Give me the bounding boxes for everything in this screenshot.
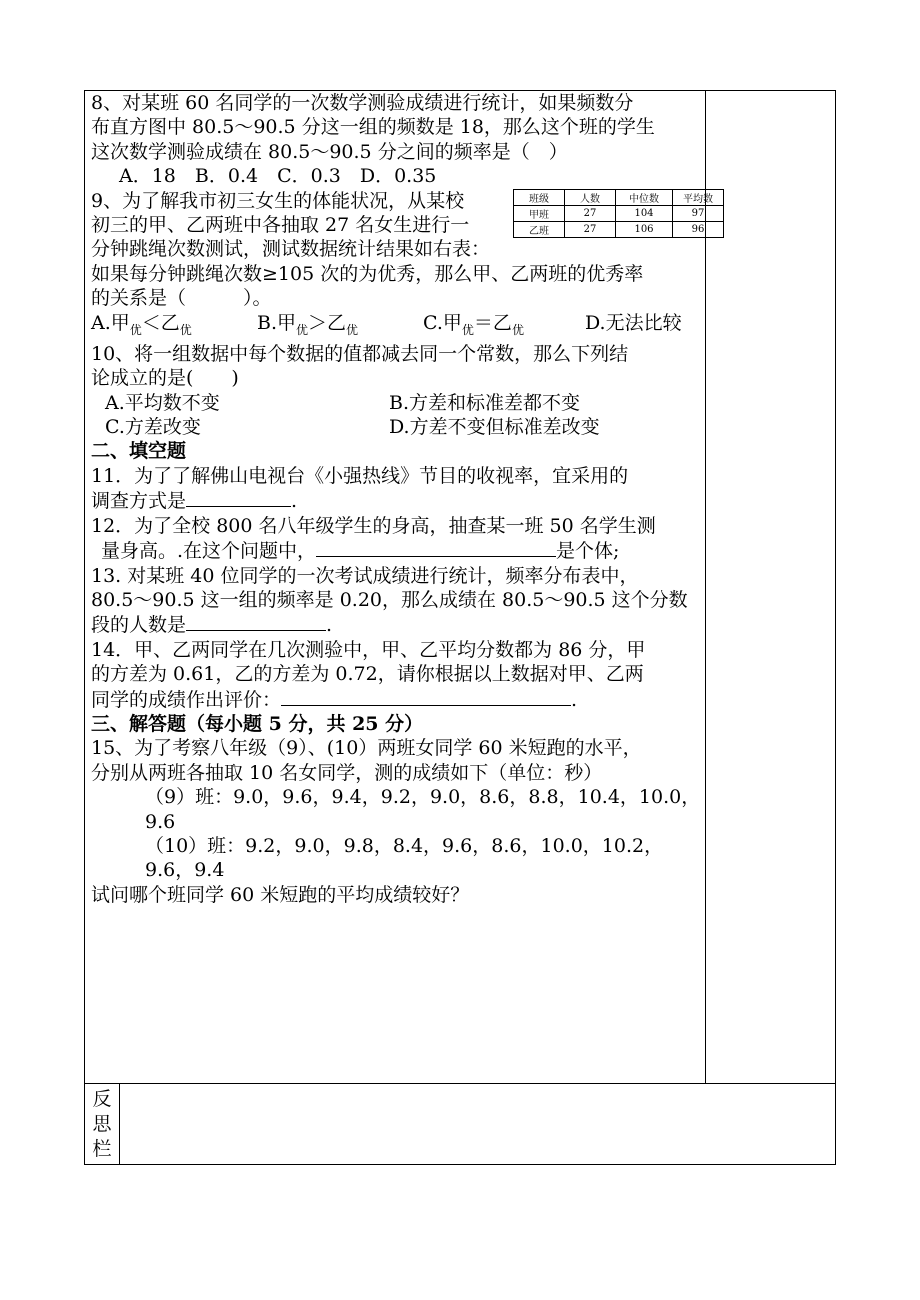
q8-line: 布直方图中 80.5～90.5 分这一组的频数是 18，那么这个班的学生: [91, 116, 655, 139]
q13-line: 段的人数是 .: [91, 614, 333, 637]
table-header-cell: 人数: [565, 190, 616, 206]
table-cell: 甲班: [514, 206, 565, 222]
table-cell: 96: [673, 222, 724, 238]
table-header-cell: 中位数: [616, 190, 673, 206]
q9-line: 分钟跳绳次数测试，测试数据统计结果如右表：: [91, 238, 491, 261]
q9-line: 如果每分钟跳绳次数≥105 次的为优秀，那么甲、乙两班的优秀率: [91, 262, 644, 285]
answer-blank[interactable]: [186, 612, 326, 631]
q14-line: 同学的成绩作出评价： .: [91, 688, 578, 711]
table-header-row: [514, 190, 724, 206]
q9-options: [91, 311, 703, 342]
table-cell: 27: [565, 206, 616, 222]
q15-line: 15、为了考察八年级（9）、(10）两班女同学 60 米短跑的水平，: [91, 737, 642, 760]
q15-line: 分别从两班各抽取 10 名女同学，测的成绩如下（单位：秒）: [91, 761, 603, 784]
q10-option-c: C.方差改变: [105, 416, 201, 439]
q10-line: 论成立的是( ): [91, 367, 239, 390]
q8-line: 这次数学测验成绩在 80.5～90.5 分之间的频率是（ ）: [91, 140, 568, 163]
q9-line: 的关系是（ ）。: [91, 287, 272, 310]
q15-data-class10: （10）班：9.2，9.0，9.8，8.4，9.6，8.6，10.0，10.2，9.6，9.4: [145, 834, 664, 882]
table-cell: 104: [616, 206, 673, 222]
table-header-cell: 班级: [514, 190, 565, 206]
q14-line: 的方差为 0.61，乙的方差为 0.72，请你根据以上数据对甲、乙两: [91, 663, 644, 686]
q9-option-b: B.甲$_优$＞乙$_优$: [257, 311, 359, 337]
q10-line: 10、将一组数据中每个数据的值都减去同一个常数，那么下列结: [91, 342, 629, 365]
row-divider: [85, 1083, 835, 1084]
answer-blank[interactable]: [186, 488, 291, 507]
q9-line: 9、为了解我市初三女生的体能状况，从某校: [91, 189, 465, 212]
q9-line: 初三的甲、乙两班中各抽取 27 名女生进行一: [91, 214, 470, 237]
q12-line: 量身高。.在这个问题中， 是个体;: [101, 540, 620, 563]
table-row: [514, 222, 724, 238]
q8-line: 8、对某班 60 名同学的一次数学测验成绩进行统计，如果频数分: [91, 92, 634, 114]
q13-line: 80.5～90.5 这一组的频率是 0.20，那么成绩在 80.5～90.5 这个分数: [91, 588, 688, 611]
answer-blank[interactable]: [281, 687, 571, 706]
section-heading-solve: 三、解答题（每小题 5 分，共 25 分）: [91, 712, 424, 735]
q10-options-row: [91, 415, 703, 439]
q13-line: 13. 对某班 40 位同学的一次考试成绩进行统计，频率分布表中，: [91, 564, 639, 587]
q11-line: 11．为了了解佛山电视台《小强热线》节目的收视率，宜采用的: [91, 464, 629, 487]
table-cell: 27: [565, 222, 616, 238]
worksheet-frame: [84, 90, 836, 1165]
answer-blank[interactable]: [316, 538, 556, 557]
q8-options: A．18 B．0.4 C．0.3 D．0.35: [119, 165, 437, 188]
q10-option-b: B.方差和标准差都不变: [389, 391, 581, 414]
table-cell: 97: [673, 206, 724, 222]
q15-line: 试问哪个班同学 60 米短跑的平均成绩较好？: [91, 883, 470, 906]
q14-line: 14．甲、乙两同学在几次测验中，甲、乙平均分数都为 86 分，甲: [91, 638, 646, 661]
q15-data-class9: （9）班：9.0，9.6，9.4，9.2，9.0，8.6，8.8，10.4，10.0，9.6: [145, 786, 701, 833]
label-divider: [119, 1083, 120, 1165]
q10-option-a: A.平均数不变: [105, 391, 220, 414]
table-row: [514, 206, 724, 222]
q11-line: 调查方式是 .: [91, 490, 298, 513]
stats-table: [513, 189, 724, 238]
reflection-label: 反 思 栏: [92, 1088, 112, 1160]
column-divider: [705, 91, 706, 1083]
table-cell: 106: [616, 222, 673, 238]
table-cell: 乙班: [514, 222, 565, 238]
q10-option-d: D.方差不变但标准差改变: [389, 416, 600, 439]
section-heading-fill: 二、填空题: [91, 440, 187, 463]
q9-option-a: A.甲$_优$＜乙$_优$: [91, 311, 192, 337]
q9-option-d: D.无法比较: [585, 311, 682, 334]
table-header-cell: 平均数: [673, 190, 724, 206]
q9-option-c: C.甲$_优$＝乙$_优$: [423, 311, 524, 337]
q12-line: 12．为了全校 800 名八年级学生的身高，抽查某一班 50 名学生测: [91, 514, 656, 537]
q10-options-row: [91, 391, 703, 415]
